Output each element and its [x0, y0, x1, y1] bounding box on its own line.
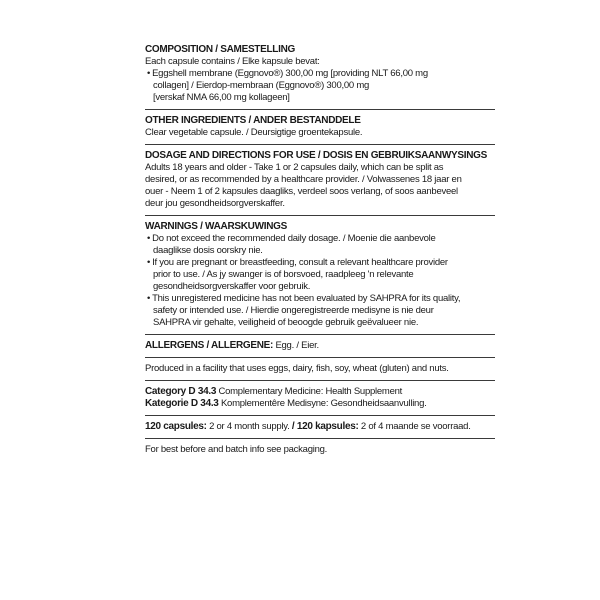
- category-section: [145, 386, 495, 416]
- category-label: Category D 34.3: [145, 386, 217, 397]
- supply-section: [145, 421, 495, 439]
- kategorie-text: Komplementêre Medisyne: Gesondheidsaanvulling.: [220, 398, 427, 409]
- composition-item-line: [verskaf NMA 66,00 mg kollageen]: [153, 92, 290, 103]
- warning-item-line: • If you are pregnant or breastfeeding, consult a relevant healthcare provider: [145, 257, 495, 269]
- allergens-label: ALLERGENS / ALLERGENE:: [145, 340, 274, 351]
- allergens-section: [145, 340, 495, 358]
- capsules-text: 2 or 4 month supply.: [209, 421, 290, 432]
- dosage-text-line: ouer - Neem 1 of 2 kapsules daagliks, verdeel soos verlang, of soos aanbeveel: [145, 186, 458, 197]
- footer-section: [145, 444, 495, 461]
- dosage-text-line: deur jou gesondheidsorgverskaffer.: [145, 198, 285, 209]
- allergens-text: Egg. / Eier.: [275, 340, 319, 351]
- kapsules-text: 2 of 4 maande se voorraad.: [360, 421, 471, 432]
- warning-item-line: safety or intended use. / Hierdie ongeregistreerde medisyne is nie deur: [153, 305, 434, 316]
- other-ingredients-text: Clear vegetable capsule. / Deursigtige groentekapsule.: [145, 127, 363, 138]
- kapsules-label: / 120 kapsules:: [291, 421, 359, 432]
- product-label-panel: [145, 44, 495, 466]
- warnings-section: [145, 221, 495, 335]
- dosage-heading: DOSAGE AND DIRECTIONS FOR USE / DOSIS EN GEBRUIKSAANWYSINGS: [145, 150, 487, 161]
- dosage-text-line: Adults 18 years and older - Take 1 or 2 capsules daily, which can be split as: [145, 162, 444, 173]
- composition-section: [145, 44, 495, 110]
- composition-item-line: • Eggshell membrane (Eggnovo®) 300,00 mg [providing NLT 66,00 mg: [145, 68, 495, 80]
- capsules-label: 120 capsules:: [145, 421, 207, 432]
- footer-text: For best before and batch info see packaging.: [145, 444, 328, 455]
- warning-item-line: SAHPRA vir gehalte, veiligheid of beoogde gebruik geëvalueer nie.: [153, 317, 419, 328]
- composition-intro: Each capsule contains / Elke kapsule bevat:: [145, 56, 320, 67]
- warning-item-line: • Do not exceed the recommended daily dosage. / Moenie die aanbevole: [145, 233, 495, 245]
- category-text: Complementary Medicine: Health Supplement: [218, 386, 403, 397]
- other-ingredients-section: [145, 115, 495, 145]
- warning-item-line: prior to use. / As jy swanger is of borsvoed, raadpleeg 'n relevante: [153, 269, 414, 280]
- facility-text: Produced in a facility that uses eggs, dairy, fish, soy, wheat (gluten) and nuts.: [145, 363, 449, 374]
- kategorie-label: Kategorie D 34.3: [145, 398, 219, 409]
- warnings-heading: WARNINGS / WAARSKUWINGS: [145, 221, 287, 232]
- dosage-text-line: desired, or as recommended by a healthcare provider. / Volwassenes 18 jaar en: [145, 174, 462, 185]
- warning-item-line: daaglikse dosis oorskry nie.: [153, 245, 263, 256]
- warning-item-line: gesondheidsorgverskaffer voor gebruik.: [153, 281, 311, 292]
- other-ingredients-heading: OTHER INGREDIENTS / ANDER BESTANDDELE: [145, 115, 361, 126]
- warning-item-line: • This unregistered medicine has not been evaluated by SAHPRA for its quality,: [145, 293, 495, 305]
- dosage-section: [145, 150, 495, 216]
- facility-section: [145, 363, 495, 381]
- composition-item-line: collagen] / Eierdop-membraan (Eggnovo®) 300,00 mg: [153, 80, 370, 91]
- composition-heading: COMPOSITION / SAMESTELLING: [145, 44, 295, 55]
